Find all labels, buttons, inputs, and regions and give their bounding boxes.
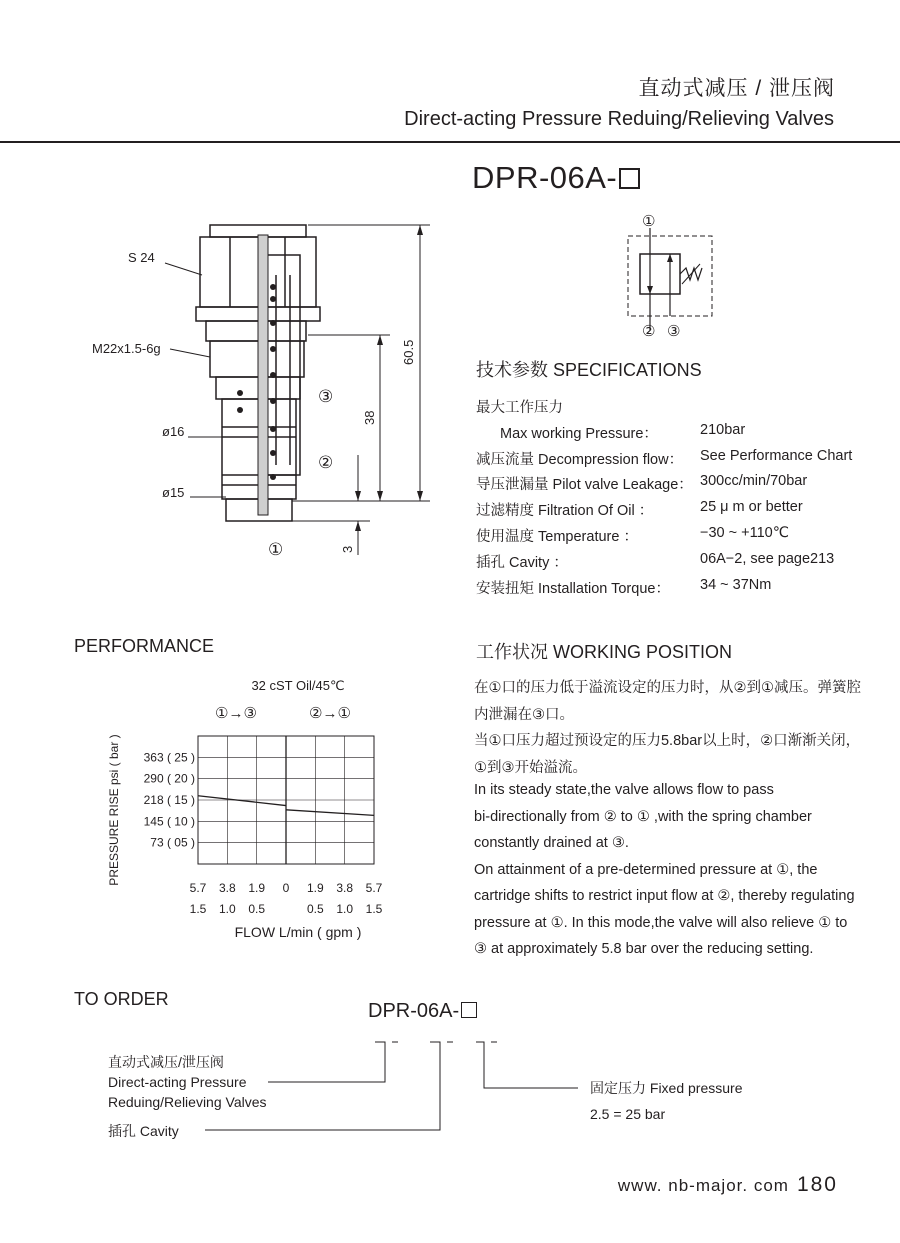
- hex-size-label: S 24: [128, 250, 155, 265]
- spec-label: 过滤精度 Filtration Of Oil ：: [476, 503, 654, 520]
- spec-label: 最大工作压力: [476, 400, 563, 416]
- spec-label: 安装扭矩 Installation Torque：: [476, 580, 670, 597]
- x-tick-lpm: 0: [282, 881, 290, 895]
- spec-value: 25 μ m or better: [700, 499, 803, 516]
- working-line: ①到③开始溢流。: [474, 759, 587, 776]
- spec-label: 减压流量 Decompression flow：: [476, 451, 684, 468]
- chart-series-line: [198, 796, 286, 806]
- flow-right-label: ②→①: [309, 705, 351, 722]
- y-tick-label: 218 ( 15 ): [143, 793, 195, 807]
- spec-value: −30 ~ +110℃: [700, 525, 789, 541]
- symbol-port-3: ③: [667, 323, 681, 340]
- model-code: DPR-06A-: [472, 160, 618, 195]
- working-line: ③ at approximately 5.8 bar over the reducing setting.: [474, 941, 814, 957]
- order-placeholder-box: [461, 1002, 477, 1018]
- spec-label: 使用温度 Temperature ：: [476, 529, 638, 545]
- port-2-label: ②: [318, 453, 334, 472]
- x-tick-gpm: 0.5: [248, 902, 266, 916]
- x-tick-gpm: 0.5: [306, 902, 324, 916]
- y-tick-label: 73 ( 05 ): [150, 835, 195, 850]
- hydraulic-symbol: [620, 210, 720, 340]
- working-title: 工作状况 WORKING POSITION: [476, 642, 733, 662]
- x-axis-label: FLOW L/min ( gpm ): [234, 924, 362, 940]
- header-rule: [0, 141, 900, 143]
- order-title: TO ORDER: [74, 989, 169, 1009]
- port-1-label: ①: [268, 540, 284, 559]
- order-model: [368, 1000, 477, 1023]
- working-line: cartridge shifts to restrict input flow at ②, thereby regulating: [474, 888, 855, 904]
- spec-value: 300cc/min/70bar: [700, 473, 808, 490]
- order-desc-cn: 直动式减压/泄压阀: [108, 1054, 224, 1070]
- page-number: 180: [796, 1173, 838, 1196]
- performance-title: PERFORMANCE: [74, 636, 215, 656]
- flow-left-label: ①→③: [215, 705, 257, 722]
- diameter-16-label: ø16: [162, 424, 185, 439]
- x-tick-lpm: 3.8: [218, 881, 236, 895]
- working-line: On attainment of a pre-determined pressure at ①, the: [474, 861, 818, 878]
- valve-section-drawing: [80, 215, 460, 575]
- symbol-port-2: ②: [642, 323, 656, 340]
- spec-value: 06A−2, see page213: [700, 550, 835, 567]
- x-tick-gpm: 1.0: [336, 902, 354, 916]
- x-tick-lpm: 3.8: [336, 881, 354, 895]
- spec-label: Max working Pressure：: [500, 425, 658, 442]
- working-line: pressure at ①. In this mode,the valve will also relieve ① to: [474, 914, 848, 931]
- order-model-code: DPR-06A-: [368, 1000, 460, 1022]
- working-line: 在①口的压力低于溢流设定的压力时，从②到①减压。弹簧腔: [474, 680, 861, 696]
- footer-url: www. nb-major. com: [617, 1176, 789, 1195]
- y-axis-label: PRESSURE RISE psi ( bar ): [107, 734, 121, 886]
- x-tick-gpm: 1.5: [189, 902, 207, 916]
- diameter-15-label: ø15: [162, 485, 185, 500]
- working-line: bi-directionally from ② to ① ,with the spring chamber: [474, 808, 812, 825]
- spec-label: 插孔 Cavity ：: [476, 554, 568, 571]
- footer: [618, 1173, 838, 1197]
- header-title-en: Direct-acting Pressure Reduing/Relieving Valves: [404, 108, 834, 130]
- order-desc-en1: Direct-acting Pressure: [108, 1074, 247, 1090]
- x-tick-lpm: 1.9: [306, 881, 324, 895]
- model-placeholder-box: [619, 168, 640, 189]
- spec-value: 34 ~ 37Nm: [700, 576, 772, 593]
- dim-bottom: 3: [340, 545, 355, 553]
- port-3-label: ③: [318, 387, 334, 406]
- symbol-port-1: ①: [642, 213, 656, 230]
- y-tick-label: 363 ( 25 ): [143, 750, 195, 765]
- chart-series-line: [286, 810, 374, 816]
- x-tick-lpm: 5.7: [189, 881, 207, 895]
- x-tick-gpm: 1.0: [218, 902, 236, 916]
- working-line: 当①口压力超过预设定的压力5.8bar以上时，②口渐渐关闭，: [474, 733, 861, 749]
- y-tick-label: 290 ( 20 ): [143, 771, 195, 786]
- working-line: constantly drained at ③.: [474, 835, 629, 851]
- order-cavity: 插孔 Cavity: [108, 1123, 179, 1139]
- specs-title: 技术参数 SPECIFICATIONS: [476, 360, 702, 380]
- working-line: In its steady state,the valve allows flow to pass: [474, 782, 774, 798]
- order-fixed-pressure: 固定压力 Fixed pressure: [590, 1080, 743, 1096]
- spec-value: 210bar: [700, 421, 746, 438]
- x-tick-lpm: 1.9: [248, 881, 266, 895]
- model-title: [472, 160, 640, 196]
- working-line: 内泄漏在③口。: [474, 706, 574, 723]
- order-desc-en2: Reduing/Relieving Valves: [108, 1094, 267, 1110]
- performance-chart: [90, 670, 410, 950]
- x-tick-gpm: 1.5: [365, 902, 383, 916]
- dim-total: 60.5: [401, 339, 416, 365]
- order-fixed-value: 2.5 = 25 bar: [590, 1106, 666, 1122]
- x-tick-lpm: 5.7: [365, 881, 383, 895]
- chart-title: 32 cST Oil/45℃: [251, 678, 345, 693]
- dim-mid: 38: [362, 410, 377, 425]
- header-title-cn: 直动式减压 / 泄压阀: [638, 77, 835, 100]
- thread-label: M22x1.5-6g: [92, 341, 161, 356]
- spec-value: See Performance Chart: [700, 447, 853, 464]
- y-tick-label: 145 ( 10 ): [143, 814, 195, 829]
- spec-label: 导压泄漏量 Pilot valve Leakage：: [476, 477, 693, 494]
